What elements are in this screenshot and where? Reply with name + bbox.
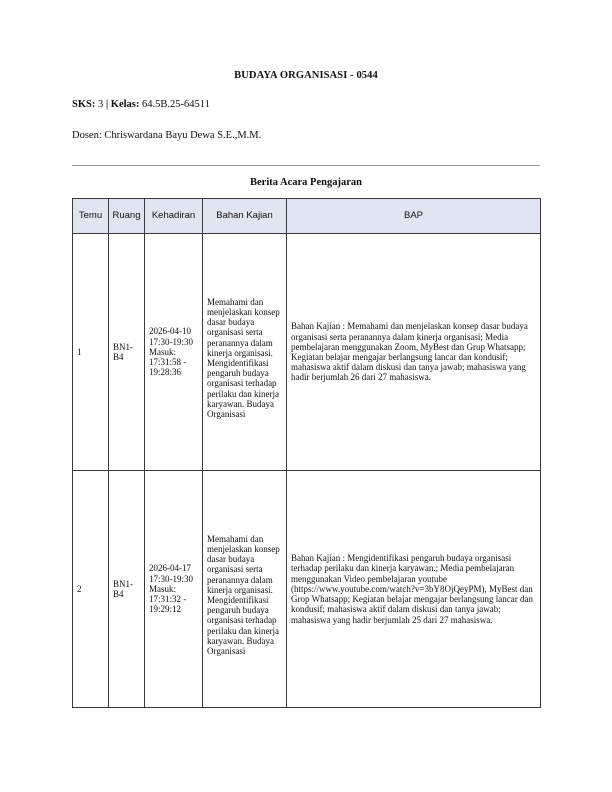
column-header-temu: Temu xyxy=(73,199,109,234)
course-meta xyxy=(72,99,210,110)
column-header-bahan-kajian: Bahan Kajian xyxy=(203,199,287,234)
cell-temu: 1 xyxy=(73,234,109,471)
kelas-label: Kelas: xyxy=(110,99,140,110)
cell-bap: Bahan Kajian : Mengidentifikasi pengaruh budaya organisasi terhadap perilaku dan kinerja karyawan.; Media pembelajaran menggunakan Video pembelajaran youtube (https://www.youtube.com/watch?v=3bY8OjQeyPM), MyBest dan Grop Whatsapp; Kegiatan belajar mengajar berlangsung lancar dan kondusif; mahasiswa aktif dalam diskusi dan tanya jawab; mahasiswa yang hadir berjumlah 25 dari 27 mahasiswa. xyxy=(287,471,541,708)
cell-temu: 2 xyxy=(73,471,109,708)
dosen-value: Chriswardana Bayu Dewa S.E.,M.M. xyxy=(104,130,262,141)
cell-bahan-kajian: Memahami dan menjelaskan konsep dasar budaya organisasi serta peranannya dalam kinerja organisasi. Mengidentifikasi pengaruh budaya organisasi terhadap perilaku dan kinerja karyawan. Budaya Organisasi xyxy=(203,234,287,471)
table-header-row xyxy=(73,199,541,234)
cell-kehadiran: 2026-04-17 17:30-19:30 Masuk: 17:31:32 - 19:29:12 xyxy=(145,471,203,708)
table-row xyxy=(73,234,541,471)
cell-ruang: BN1-B4 xyxy=(109,471,145,708)
meta-separator: | xyxy=(105,99,109,110)
sks-label: SKS: xyxy=(72,99,96,110)
bap-table xyxy=(72,198,541,708)
course-title: BUDAYA ORGANISASI - 0544 xyxy=(234,70,378,81)
column-header-bap: BAP xyxy=(287,199,541,234)
cell-bahan-kajian: Memahami dan menjelaskan konsep dasar budaya organisasi serta peranannya dalam kinerja organisasi. Mengidentifikasi pengaruh budaya organisasi terhadap perilaku dan kinerja karyawan. Budaya Organisasi xyxy=(203,471,287,708)
kelas-value: 64.5B.25-64511 xyxy=(141,99,210,110)
section-title: Berita Acara Pengajaran xyxy=(250,177,362,188)
sks-value: 3 xyxy=(97,99,104,110)
cell-ruang: BN1-B4 xyxy=(109,234,145,471)
lecturer-line xyxy=(72,130,261,141)
dosen-label: Dosen: xyxy=(72,130,102,141)
cell-kehadiran: 2026-04-10 17:30-19:30 Masuk: 17:31:58 - 19:28:36 xyxy=(145,234,203,471)
cell-bap: Bahan Kajian : Memahami dan menjelaskan konsep dasar budaya organisasi serta peranannya dalam kinerja organisasi; Media pembelajaran menggunakan Zoom, MyBest dan Grup Whatsapp; Kegiatan belajar mengajar berlangsung lancar dan kondusif; mahasiswa aktif dalam diskusi dan tanya jawab; mahasiswa yang hadir berjumlah 26 dari 27 mahasiswa. xyxy=(287,234,541,471)
table-row xyxy=(73,471,541,708)
column-header-kehadiran: Kehadiran xyxy=(145,199,203,234)
column-header-ruang: Ruang xyxy=(109,199,145,234)
divider xyxy=(72,165,540,166)
